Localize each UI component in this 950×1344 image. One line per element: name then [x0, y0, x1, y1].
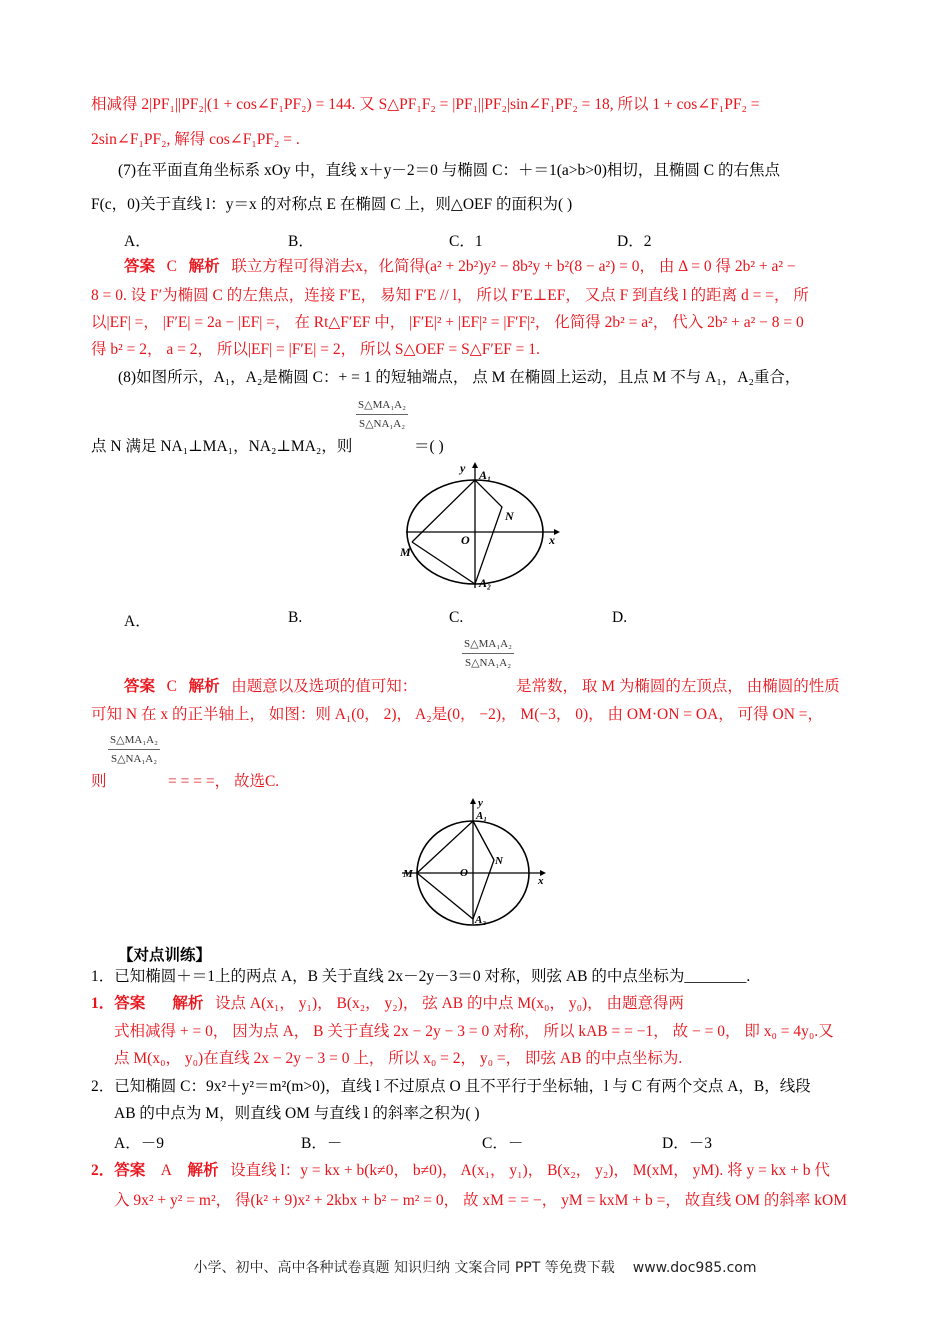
q7-solution-line-2: 8 = 0. 设 F′为椭圆 C 的左焦点，连接 F′E， 易知 F′E // l， 所以 F′E⊥EF， 又点 F 到直线 l 的距离 d = =， 所	[91, 287, 809, 304]
training-a2-analysis-label: 解析	[187, 1162, 219, 1179]
q7-solution-line-4: 得 b² = 2， a = 2， 所以|EF| = |F′E| = 2， 所以 S△OEF = S△F′EF = 1.	[91, 341, 540, 358]
label-a1: A₁	[476, 810, 488, 822]
label-n: N	[505, 509, 514, 523]
q8-question-line-2-end: ＝( )	[414, 438, 444, 455]
q8-solution-frac2-numerator: S△MA₁A₂	[110, 734, 158, 746]
q8-answer-value: C	[166, 678, 177, 695]
q8-solution-fraction-2	[108, 733, 160, 766]
q8-solution-1a: 由题意以及选项的值可知：	[231, 678, 418, 695]
q8-option-c: C.	[449, 609, 464, 626]
label-m: M	[403, 868, 413, 880]
q8-solution-line-2: 可知 N 在 x 的正半轴上， 如图：则 A₁(0， 2)， A₂是(0， −2)， M(−3， 0)， 由 OM·ON = OA， 可得 ON =，	[91, 706, 824, 723]
label-x: x	[538, 875, 544, 887]
label-y: y	[478, 797, 483, 809]
label-a1: A₁	[479, 468, 492, 482]
training-a1-line-3: 点 M(x₀， y₀)在直线 2x − 2y − 3 = 0 上， 所以 x₀ = 2， y₀ =， 即弦 AB 的中点坐标为.	[114, 1050, 683, 1067]
label-m: M	[400, 545, 411, 559]
segment-a1-n	[473, 821, 494, 860]
q8-analysis-label: 解析	[188, 678, 220, 695]
label-x: x	[549, 533, 555, 547]
q7-answer-label: 答案	[124, 258, 156, 275]
q8-ratio-fraction	[356, 398, 408, 431]
q8-question-line-1: (8)如图所示，A₁，A₂是椭圆 C：+ = 1 的短轴端点， 点 M 在椭圆上运动，且点 M 不与 A₁，A₂重合，	[118, 369, 801, 386]
q8-option-d: D.	[612, 609, 628, 626]
training-q1: 1．已知椭圆＋＝1上的两点 A，B 关于直线 2x－2y－3＝0 对称，则弦 AB 的中点坐标为________.	[91, 968, 751, 985]
training-a2-solution-1: 设直线 l：y = kx + b(k≠0， b≠0)， A(x₁， y₁)， B(x₂， y₂)， M(xM， yM). 将 y = kx + b 代	[230, 1162, 830, 1179]
training-heading: 【对点训练】	[118, 947, 212, 964]
q7-solution-1: 联立方程可得消去x，化简得(a² + 2b²)y² − 8b²y + b²(8 − a²) = 0， 由 Δ = 0 得 2b² + a² −	[231, 258, 796, 275]
q7-solution-line-3: 以|EF| =， |F′E| = 2a − |EF| =， 在 Rt△F′EF 中， |F′E|² + |EF|² = |F′F|²， 化简得 2b² = a²， 代入 2b² + a² − 8 = 0	[91, 314, 804, 331]
training-a1-line-1	[91, 994, 684, 1014]
footer-text: 小学、初中、高中各种试卷真题 知识归纳 文案合同 PPT 等免费下载	[193, 1260, 615, 1276]
q8-answer-line-1	[124, 677, 417, 697]
q8-solution-frac2-denominator: S△NA₁A₂	[110, 753, 158, 765]
training-a2-line-1	[91, 1161, 830, 1181]
training-a1-line-2: 式相减得 + = 0， 因为点 A， B 关于直线 2x − 2y − 3 = 0 对称， 所以 kAB = = −1， 故 − = 0， 即 x₀ = 4y₀.又	[114, 1023, 834, 1040]
q8-figure-2	[398, 794, 548, 929]
label-o: O	[461, 533, 470, 547]
q7-answer-line-1	[124, 257, 796, 277]
q8-figure-1	[400, 460, 565, 595]
training-a2-answer-label: 2．答案	[91, 1162, 146, 1179]
training-q2-option-c: C．－	[482, 1135, 524, 1152]
q6-solution-line-2: 2sin∠F₁PF₂, 解得 cos∠F₁PF₂ = .	[91, 131, 300, 148]
q8-option-a: A．	[124, 613, 151, 630]
training-a1-solution-1: 设点 A(x₁， y₁)， B(x₂， y₂)， 弦 AB 的中点 M(x₀， y₀)， 由题意得两	[215, 995, 685, 1012]
q7-question-line-2: F(c，0)关于直线 l：y＝x 的对称点 E 在椭圆 C 上，则△OEF 的面积为( )	[91, 196, 573, 213]
y-axis-arrow-icon	[472, 462, 478, 468]
training-q2-option-a: A．－9	[114, 1135, 164, 1152]
training-a1-answer-label: 1．答案	[91, 995, 146, 1012]
q7-option-b: B．	[288, 233, 314, 250]
training-q2-option-d: D．－3	[662, 1135, 712, 1152]
label-o: O	[460, 867, 468, 879]
training-a2-line-2: 入 9x² + y² = m²， 得(k² + 9)x² + 2kbx + b² − m² = 0， 故 xM = = −， yM = kxM + b =， 故直线 OM 的斜率 kOM	[114, 1192, 848, 1209]
q8-solution-1b: 是常数， 取 M 为椭圆的左顶点， 由椭圆的性质	[516, 678, 840, 695]
q8-option-b: B.	[288, 609, 303, 626]
q8-solution-frac1-numerator: S△MA₁A₂	[464, 638, 512, 650]
q8-question-line-2: 点 N 满足 NA₁⊥MA₁，NA₂⊥MA₂，则	[91, 438, 353, 455]
q8-solution-fraction-1	[462, 637, 514, 670]
q6-solution-line-1: 相减得 2|PF₁||PF₂|(1 + cos∠F₁PF₂) = 144. 又 S△PF₁F₂ = |PF₁||PF₂|sin∠F₁PF₂ = 18, 所以 1 + cos∠F₁PF₂ =	[91, 96, 760, 113]
q8-ratio-numerator: S△MA₁A₂	[358, 399, 406, 411]
q7-option-a: A．	[124, 233, 151, 250]
label-a2: A₂	[479, 576, 492, 590]
q7-question-line-1: (7)在平面直角坐标系 xOy 中，直线 x＋y－2＝0 与椭圆 C：＋＝1(a>b>0)相切，且椭圆 C 的右焦点	[118, 162, 781, 179]
q7-option-c: C．1	[449, 233, 483, 250]
q8-answer-label: 答案	[124, 678, 156, 695]
label-n: N	[495, 855, 503, 867]
q7-analysis-label: 解析	[188, 258, 220, 275]
training-a1-analysis-label: 解析	[172, 995, 204, 1012]
q7-option-d: D．2	[617, 233, 652, 250]
training-q2-option-b: B．－	[301, 1135, 343, 1152]
training-a2-answer-value: A	[160, 1162, 172, 1179]
training-q2-line-1: 2．已知椭圆 C：9x²＋y²＝m²(m>0)，直线 l 不过原点 O 且不平行于坐标轴，l 与 C 有两个交点 A，B，线段	[91, 1078, 811, 1095]
y-axis-arrow-icon	[470, 798, 476, 804]
label-a2: A₂	[475, 914, 487, 926]
footer-url[interactable]: www.doc985.com	[632, 1260, 757, 1276]
q8-ratio-denominator: S△NA₁A₂	[358, 418, 406, 430]
q7-answer-value: C	[166, 258, 177, 275]
q8-solution-3b: = = = =， 故选C.	[168, 773, 280, 790]
training-q2-line-2: AB 的中点为 M，则直线 OM 与直线 l 的斜率之积为( )	[114, 1105, 480, 1122]
label-y: y	[460, 461, 466, 475]
q8-solution-3a: 则	[91, 773, 107, 790]
q8-solution-frac1-denominator: S△NA₁A₂	[464, 657, 512, 669]
page-footer	[0, 1257, 950, 1277]
